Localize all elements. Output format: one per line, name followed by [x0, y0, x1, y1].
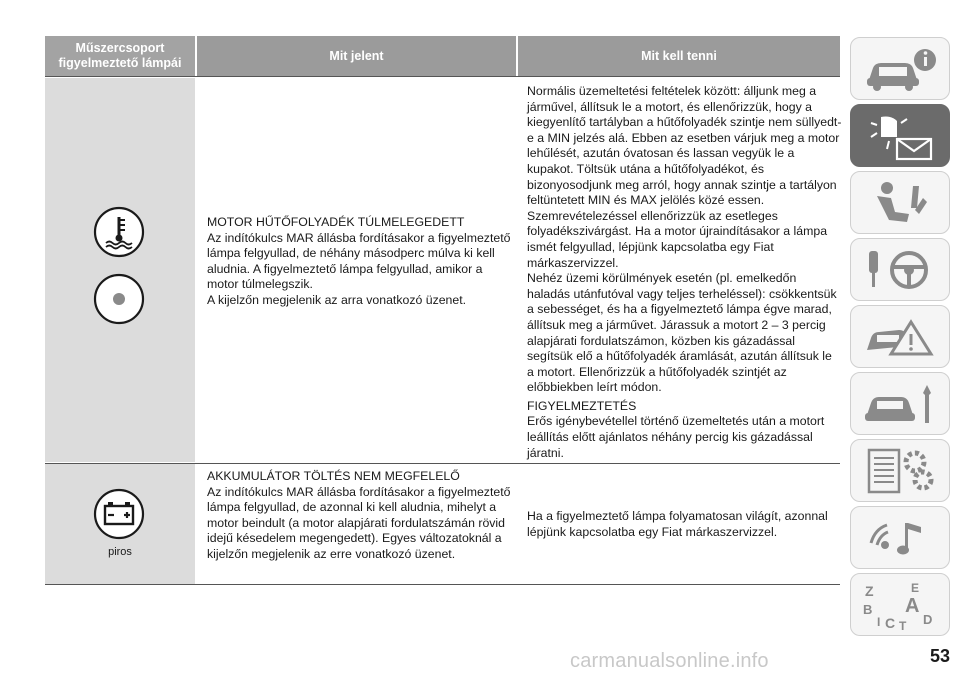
coolant-title: MOTOR HŰTŐFOLYADÉK TÚLMELEGEDETT	[207, 215, 465, 229]
coolant-meaning	[207, 215, 517, 309]
tab-safety[interactable]	[850, 171, 950, 234]
generic-lamp-icon	[93, 273, 145, 325]
specs-gears-icon	[861, 446, 941, 496]
car-wrench-icon	[861, 379, 941, 429]
index-letter: I	[877, 615, 881, 629]
index-letter: D	[923, 612, 933, 627]
index-letter: Z	[865, 583, 874, 599]
table-header	[45, 36, 840, 76]
tab-maintenance[interactable]	[850, 372, 950, 435]
page-number: 53	[929, 646, 950, 666]
coolant-action	[527, 84, 842, 461]
battery-title: AKKUMULÁTOR TÖLTÉS NEM MEGFELELŐ	[207, 469, 460, 483]
warning-text: Erős igénybevétellel történő üzemeltetés után a motort leállítás előtt ajánlatos néhány percig kis gázadással járatni.	[527, 414, 825, 460]
battery-meaning-text: Az indítókulcs MAR állásba fordításakor a figyelmeztető lámpa felgyullad, de azonnal ki kell aludnia, mihelyt a motor beindult (a motor alapjárati fordulatszámán rövid idejű késedelem megengedett). Egyes változatoknál a kijelzőn megjelenik az erre vonatkozó üzenet.	[207, 484, 511, 561]
multimedia-music-icon	[861, 513, 941, 563]
header-meaning: Mit jelent	[329, 48, 384, 63]
lamp-color-label: piros	[108, 546, 132, 558]
battery-action	[527, 509, 842, 540]
header-bottom-line	[45, 76, 840, 77]
coolant-meaning-text: Az indítókulcs MAR állásba fordításakor a figyelmeztető lámpa felgyullad, de néhány másodperc múlva ki kell aludnia. A figyelmeztető lámpa felgyullad, amikor a motor túlmelegszik.	[207, 230, 511, 292]
tab-emergency[interactable]	[850, 305, 950, 368]
battery-meaning	[207, 469, 517, 563]
tab-getting-to-know-car[interactable]	[850, 37, 950, 100]
tab-index[interactable]	[850, 573, 950, 636]
header-warning-lights: Műszercsoport figyelmeztető lámpái	[45, 36, 195, 76]
tab-technical-data[interactable]	[850, 439, 950, 502]
coolant-meaning-display: A kijelzőn megjelenik az arra vonatkozó üzenet.	[207, 292, 467, 307]
tab-multimedia[interactable]	[850, 506, 950, 569]
coolant-temperature-icon	[93, 206, 145, 258]
battery-action-text: Ha a figyelmeztető lámpa folyamatosan világít, azonnal lépjünk kapcsolatba egy Fiat márkaszervizzel.	[527, 509, 828, 539]
warning-light-message-icon	[861, 111, 941, 163]
alphabetical-index-icon	[861, 580, 941, 632]
index-letter: A	[905, 595, 920, 617]
index-letter: T	[899, 619, 907, 632]
warning-title: FIGYELMEZTETÉS	[527, 398, 637, 413]
coolant-action-normal: Normális üzemeltetési feltételek között: álljunk meg a járművel, állítsuk le a motort, és ellenőrizzük, hogy a kiegyenlítő tartályban a hűtőfolyadék szintje nem süllyedt-e a MIN jelzés alá. Ebben az esetben várjuk meg a motor lehűlését, azután óvatosan és lassan vegyük le a kupakot. Töltsük utána a hűtőfolyadékot, és bizonyosodjunk meg arról, hogy annak szintje a tartályon feltüntetett MIN és MAX jelölés közé essen. Szemrevételezéssel ellenőrizzük az esetleges folyadékszivárgást. Ha a motor újraindításakor a lámpa ismét felgyullad, lépjünk kapcsolatba egy Fiat márkaszervizzel.	[527, 84, 842, 270]
car-info-icon	[861, 44, 941, 94]
watermark: carmanualsonline.info	[570, 650, 769, 672]
header-action: Mit kell tenni	[641, 48, 717, 63]
steering-wheel-key-icon	[861, 245, 941, 295]
table-bottom-line	[45, 584, 840, 585]
icon-cell-coolant	[45, 78, 195, 462]
tab-warning-lights[interactable]	[850, 104, 950, 167]
coolant-action-heavy: Nehéz üzemi körülmények esetén (pl. emelkedőn haladás utánfutóval vagy teljes terheléssel): csökkentsük a sebességet, és ha a figyelmeztető lámpa égve marad, állítsuk meg a járművet. Járassuk a motort 2 – 3 percig alapjárati fordulatszámon, közben kis gázadással segítsük elő a hűtőfolyadék áramlását, azután állítsuk le a motort. Ellenőrizzük a hűtőfolyadék szintjét az előbbiekben leírt módon.	[527, 271, 837, 395]
seat-airbag-icon	[861, 178, 941, 228]
index-letter: E	[911, 581, 920, 595]
tab-starting-driving[interactable]	[850, 238, 950, 301]
index-letter: C	[885, 615, 896, 631]
index-letter: B	[863, 602, 873, 617]
battery-charge-icon	[93, 488, 145, 540]
car-accident-warning-icon	[861, 312, 941, 362]
